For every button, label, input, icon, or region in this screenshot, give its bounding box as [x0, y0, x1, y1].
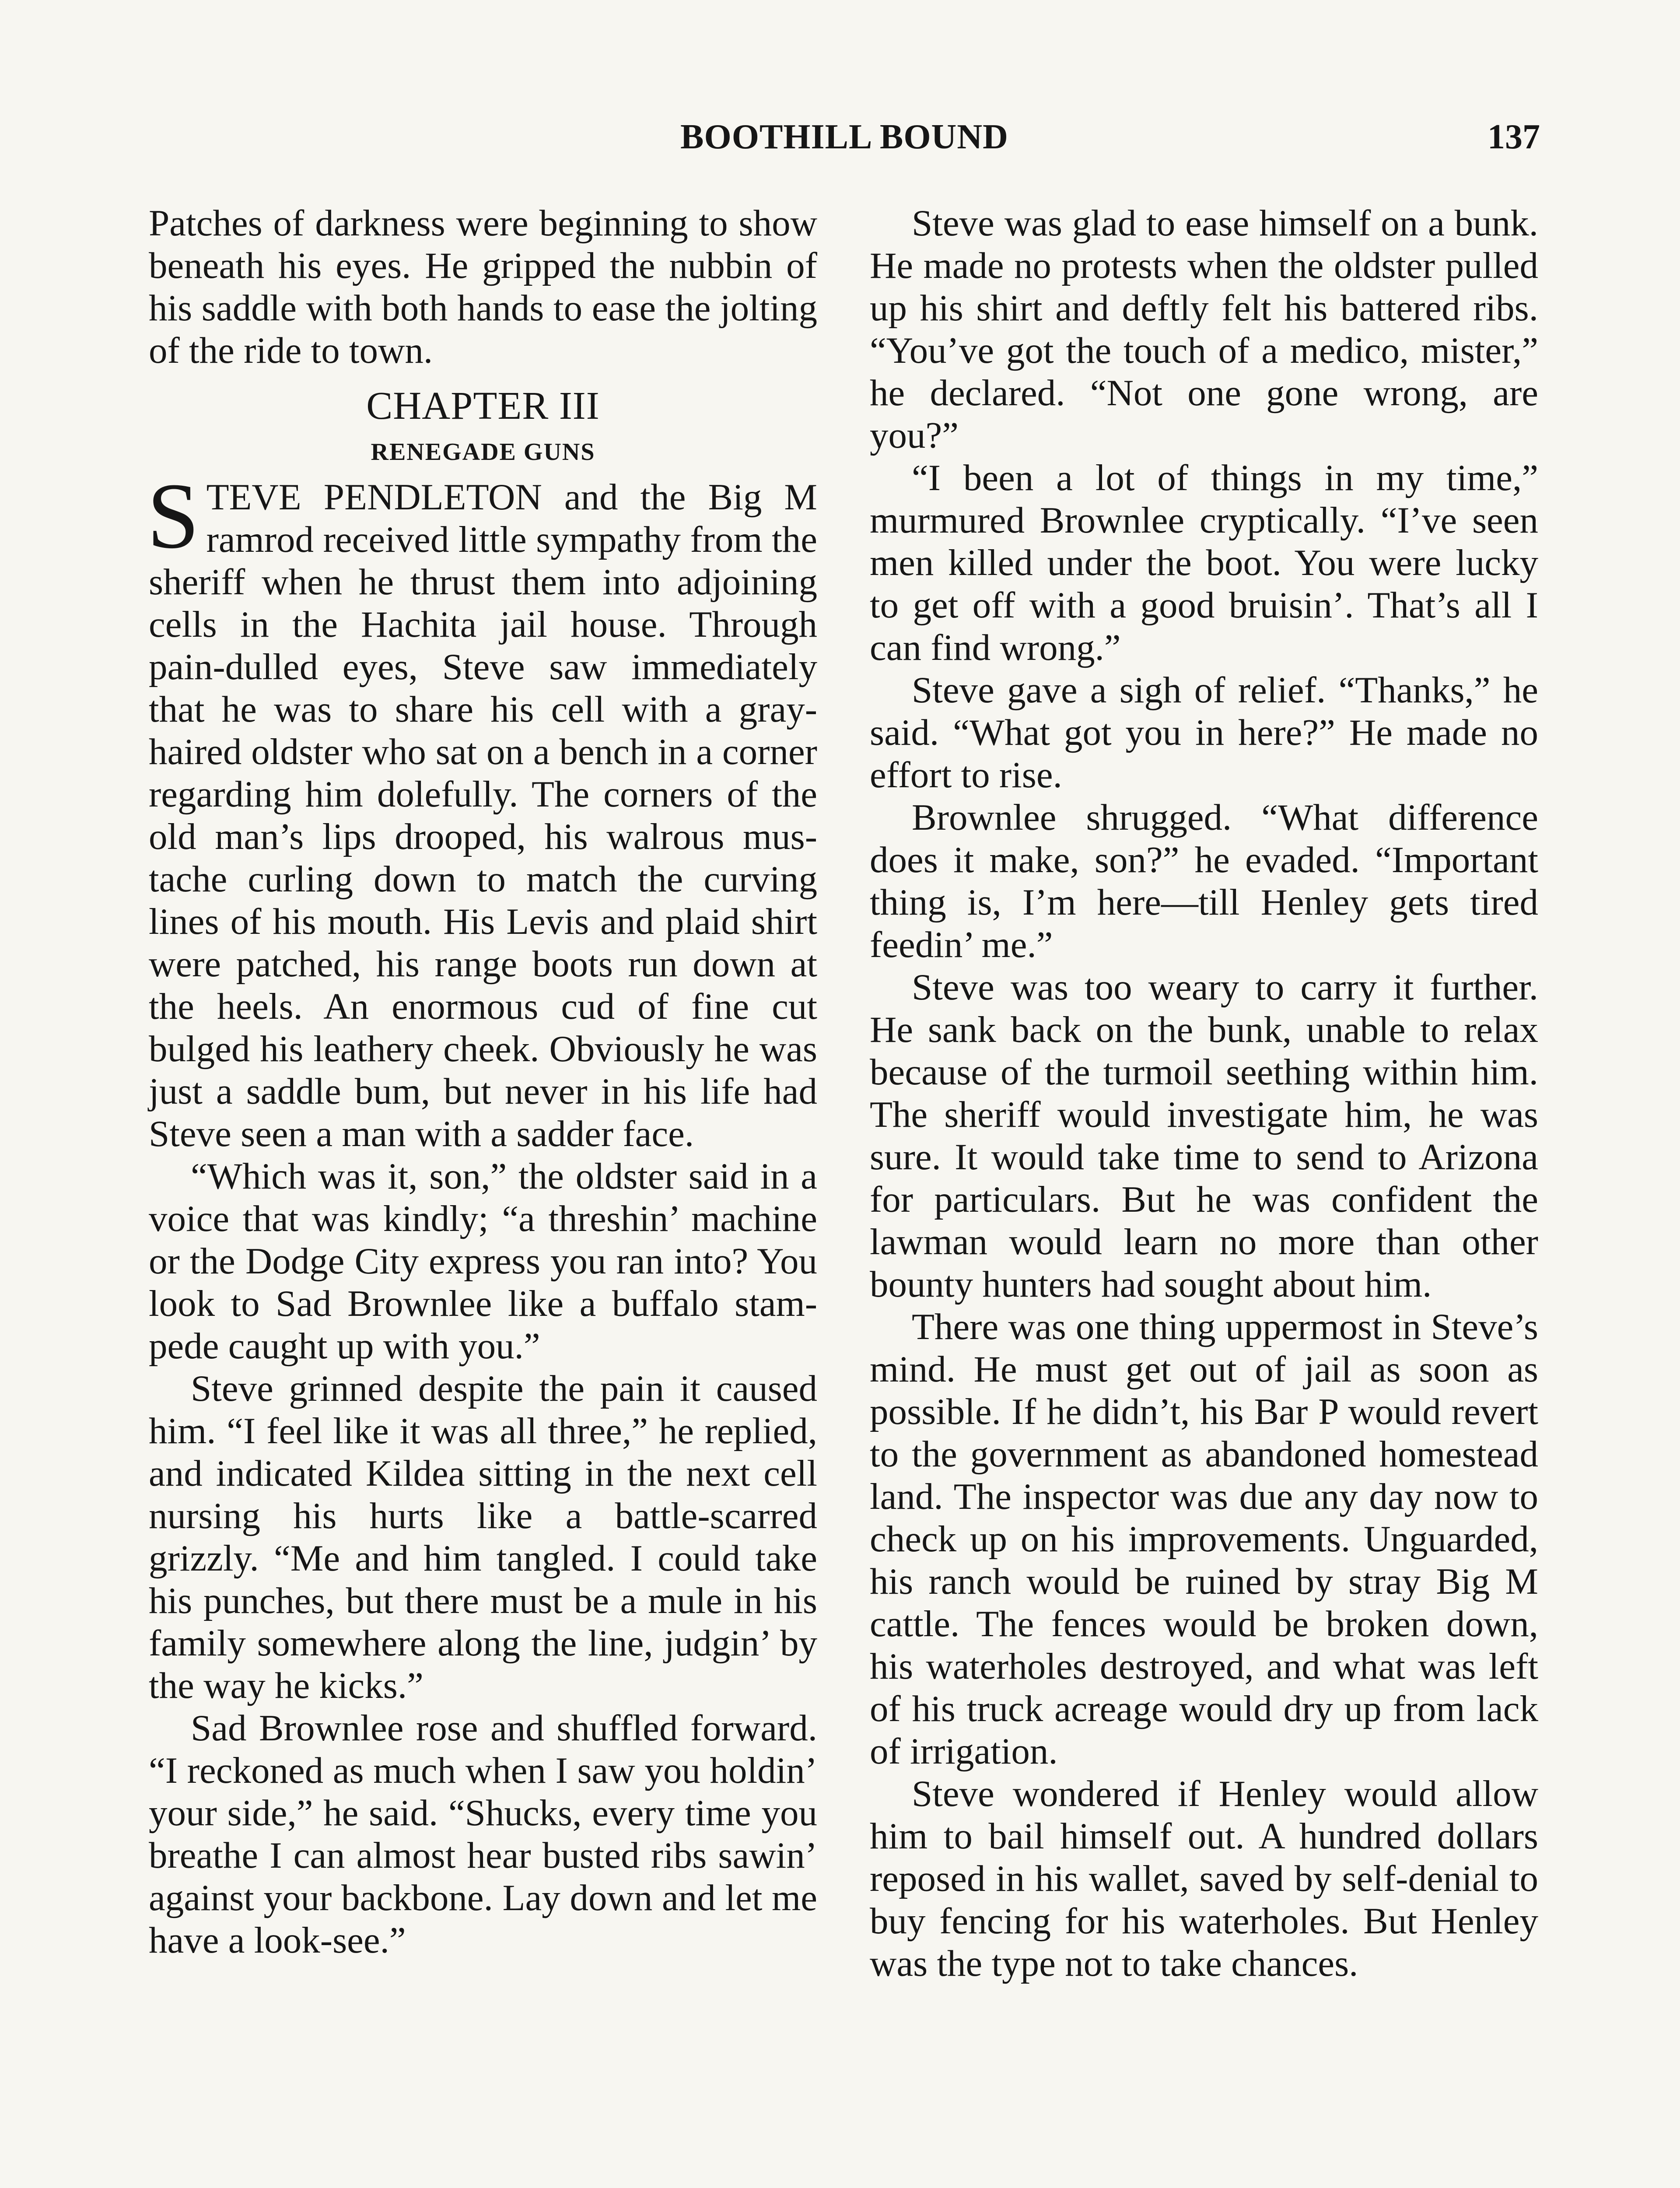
right-column — [870, 202, 1538, 1985]
paragraph: “I been a lot of things in my time,” murmured Brownlee cryptically. “I’ve seen men killed under the boot. You were lucky to get off with a good bruisin’. That’s all I can find wrong.” — [870, 457, 1538, 668]
chapter-subtitle: RENEGADE GUNS — [371, 438, 595, 466]
paragraph: Brownlee shrugged. “What difference does it make, son?” he evaded. “Important thing is, I’m here—till Henley gets tired feedin’ me.” — [870, 797, 1538, 965]
chapter-title: CHAPTER III — [366, 384, 600, 428]
chapter-opening-paragraph — [147, 463, 817, 1155]
paragraph: Steve gave a sigh of relief. “Thanks,” he said. “What got you in here?” He made no effort to rise. — [870, 670, 1538, 796]
running-head-title: BOOTHILL BOUND — [680, 118, 1008, 156]
paragraph: Sad Brownlee rose and shuffled forward. “I reckoned as much when I saw you holdin’ your side,” he said. “Shucks, every time you breathe I can almost hear busted ribs sawin’ against your backbone. Lay down and let me have a look-see.” — [149, 1708, 817, 1961]
page-number: 137 — [1488, 118, 1540, 156]
paragraph: There was one thing uppermost in Steve’s mind. He must get out of jail as soon as possible. If he didn’t, his Bar P would revert to the government as abandoned homestead land. The inspector was due any day now to check up on his improvements. Unguarded, his ranch would be ruined by stray Big M cattle. The fences would be broken down, his waterholes destroyed, and what was left of his truck acreage would dry up from lack of irrigation. — [870, 1306, 1538, 1772]
drop-cap: S — [147, 463, 200, 568]
running-head — [149, 117, 1540, 170]
paragraph: Steve was glad to ease himself on a bunk. He made no protests when the oldster pulled up his shirt and deftly felt his battered ribs. “You’ve got the touch of a medico, mister,” he declared. “Not one gone wrong, are you?” — [870, 203, 1538, 456]
paragraph-text: TEVE PENDLETON and the Big M ramrod received little sympathy from the sheriff when he thrust them into adjoining cells in the Hachita jail house. Through pain-dulled eyes, Steve saw immediately that he was to share his cell with a gray-haired oldster who sat on a bench in a corner regarding him dolefully. The corners of the old man’s lips drooped, his walrous mustache curling down to match the curving lines of his mouth. His Levis and plaid shirt were patched, his range boots run down at the heels. An enormous cud of fine cut bulged his leathery cheek. Obviously he was just a saddle bum, but never in his life had Steve seen a man with a sadder face. — [149, 477, 817, 1154]
paragraph: Steve was too weary to carry it further. He sank back on the bunk, unable to relax because of the turmoil seething within him. The sheriff would investigate him, he was sure. It would take time to send to Arizona for particulars. But he was confident the lawman would learn no more than other bounty hunters had sought about him. — [870, 967, 1538, 1305]
paragraph: Steve grinned despite the pain it caused him. “I feel like it was all three,” he replied, and indicated Kildea sitting in the next cell nursing his hurts like a battle-scarred grizzly. “Me and him tangled. I could take his punches, but there must be a mule in his family somewhere along the line, judgin’ by the way he kicks.” — [149, 1368, 817, 1706]
paragraph: “Which was it, son,” the oldster said in a voice that was kindly; “a threshin’ machine or the Dodge City express you ran into? You look to Sad Brownlee like a buffalo stampede caught up with you.” — [149, 1156, 817, 1367]
left-column — [149, 202, 817, 1962]
paragraph: Patches of darkness were beginning to show beneath his eyes. He gripped the nubbin of his saddle with both hands to ease the jolting of the ride to town. — [149, 203, 817, 371]
paragraph: Steve wondered if Henley would allow him to bail himself out. A hundred dollars reposed in his wallet, saved by self-denial to buy fencing for his waterholes. But Henley was the type not to take chances. — [870, 1773, 1538, 1984]
